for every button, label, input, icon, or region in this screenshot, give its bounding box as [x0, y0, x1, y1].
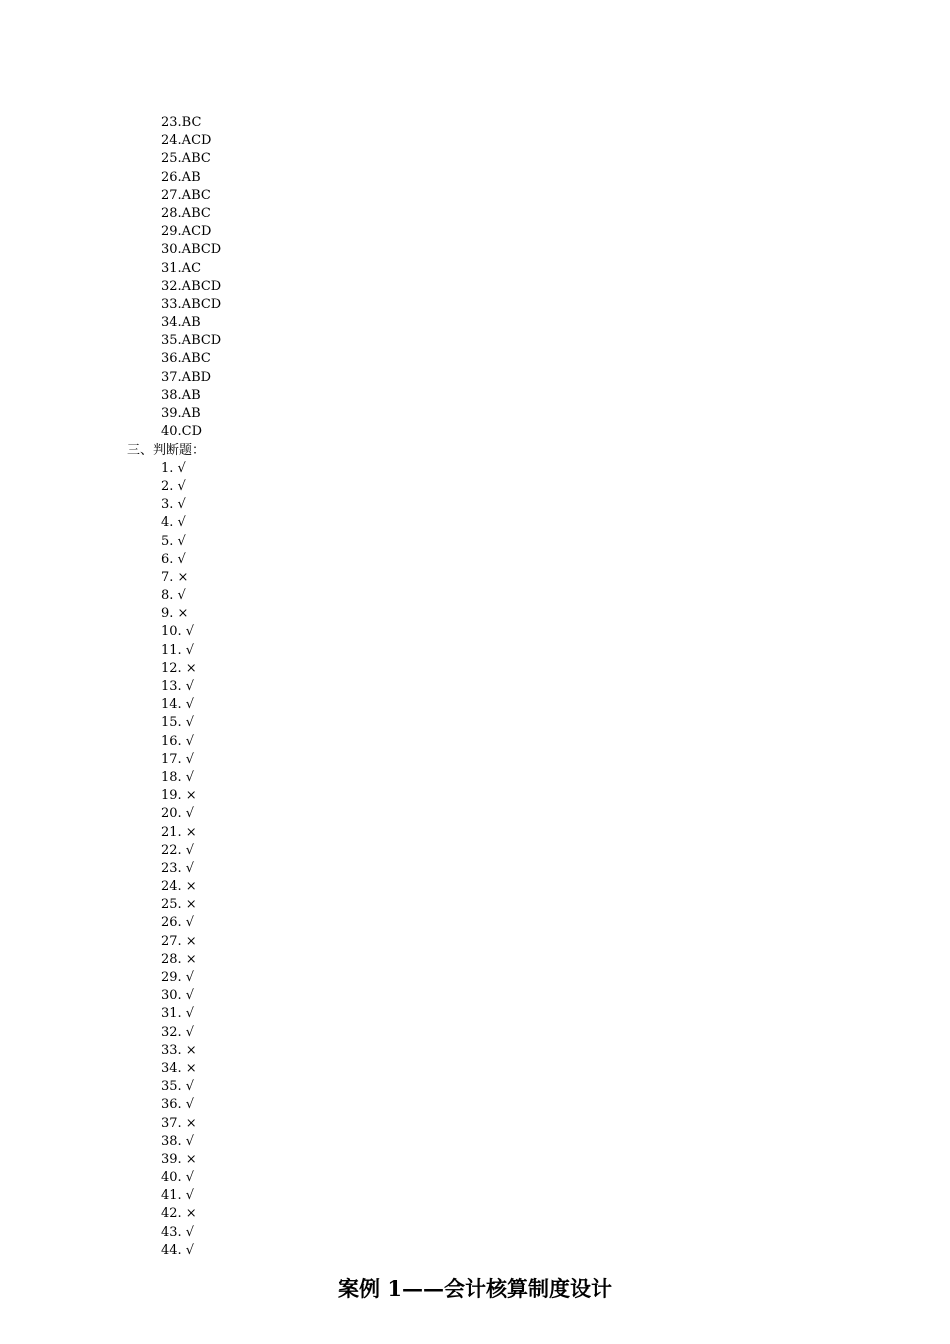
answer-item: 37.ABD	[161, 369, 212, 385]
answer-item: 24.ACD	[161, 133, 212, 149]
judgment-item: 43. √	[161, 1224, 195, 1240]
judgment-item: 13. √	[161, 679, 195, 695]
judgment-item: 33. ×	[161, 1042, 197, 1058]
judgment-item: 40. √	[161, 1170, 195, 1186]
judgment-item: 8. √	[161, 588, 186, 604]
judgment-item: 5. √	[161, 533, 186, 549]
judgment-item: 38. √	[161, 1133, 195, 1149]
judgment-item: 18. √	[161, 769, 195, 785]
judgment-item: 6. √	[161, 551, 186, 567]
answer-item: 28.ABC	[161, 205, 211, 221]
judgment-item: 7. ×	[161, 569, 189, 585]
judgment-item: 41. √	[161, 1188, 195, 1204]
judgment-item: 4. √	[161, 515, 186, 531]
answer-item: 35.ABCD	[161, 333, 222, 349]
judgment-item: 3. √	[161, 497, 186, 513]
judgment-item: 34. ×	[161, 1060, 197, 1076]
judgment-item: 26. √	[161, 915, 195, 931]
judgment-section-heading: 三、判断题：	[127, 442, 206, 458]
answer-item: 31.AC	[161, 260, 202, 276]
answer-item: 32.ABCD	[161, 278, 222, 294]
answer-item: 27.ABC	[161, 187, 211, 203]
judgment-item: 14. √	[161, 697, 195, 713]
answer-item: 34.AB	[161, 315, 201, 331]
judgment-item: 15. √	[161, 715, 195, 731]
judgment-item: 28. ×	[161, 951, 197, 967]
judgment-item: 2. √	[161, 478, 186, 494]
case-title: 案例 1——会计核算制度设计	[338, 1276, 612, 1301]
judgment-item: 22. √	[161, 842, 195, 858]
judgment-item: 20. √	[161, 806, 195, 822]
judgment-item: 17. √	[161, 751, 195, 767]
judgment-item: 37. ×	[161, 1115, 197, 1131]
judgment-item: 32. √	[161, 1024, 195, 1040]
answer-item: 33.ABCD	[161, 296, 222, 312]
judgment-item: 11. √	[161, 642, 195, 658]
answer-item: 30.ABCD	[161, 242, 222, 258]
judgment-item: 9. ×	[161, 606, 189, 622]
answer-item: 39.AB	[161, 406, 201, 421]
judgment-item: 35. √	[161, 1079, 195, 1095]
answer-item: 38.AB	[161, 387, 201, 403]
answer-item: 29.ACD	[161, 224, 212, 240]
judgment-item: 30. √	[161, 988, 195, 1004]
multiple-choice-answer-list	[161, 114, 221, 441]
judgment-item: 16. √	[161, 733, 195, 749]
answer-item: 36.ABC	[161, 351, 211, 367]
judgment-item: 27. ×	[161, 933, 197, 949]
judgment-item: 36. √	[161, 1097, 195, 1113]
judgment-item: 25. ×	[161, 897, 197, 913]
judgment-item: 10. √	[161, 624, 195, 640]
judgment-item: 29. √	[161, 970, 195, 986]
judgment-item: 31. √	[161, 1006, 195, 1022]
answer-item: 40.CD	[161, 424, 203, 440]
answer-item: 26.AB	[161, 169, 201, 185]
judgment-item: 23. √	[161, 860, 195, 876]
judgment-item: 12. ×	[161, 660, 197, 676]
judgment-answer-list	[161, 460, 197, 1260]
judgment-item: 42. ×	[161, 1206, 197, 1222]
judgment-item: 24. ×	[161, 879, 197, 895]
judgment-item: 21. ×	[161, 824, 197, 840]
judgment-item: 44. √	[161, 1242, 195, 1258]
judgment-item: 39. ×	[161, 1151, 197, 1167]
judgment-item: 1. √	[161, 460, 186, 476]
judgment-item: 19. ×	[161, 788, 197, 804]
answer-item: 25.ABC	[161, 151, 211, 167]
answer-item: 23.BC	[161, 115, 202, 130]
